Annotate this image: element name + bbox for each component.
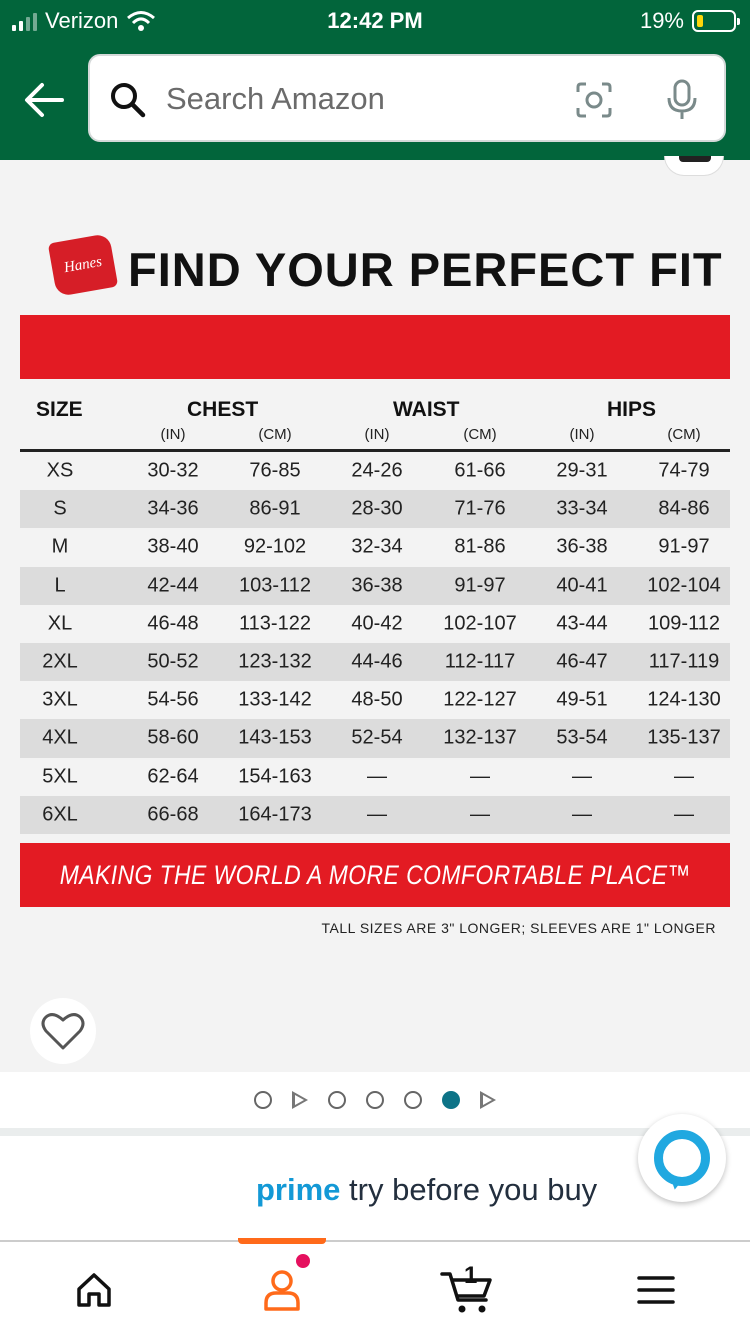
heart-icon xyxy=(41,1011,85,1051)
carousel-dot-active[interactable] xyxy=(442,1091,460,1109)
table-row: 4XL 58-60 143-153 52-54 132-137 53-54 135-137 xyxy=(20,719,730,757)
prime-banner-text xyxy=(256,1172,597,1208)
prime-logo-text: prime xyxy=(256,1172,341,1207)
unit-label: (IN) xyxy=(160,426,186,443)
alexa-icon xyxy=(654,1130,710,1186)
carousel-dot[interactable] xyxy=(328,1091,346,1109)
bottom-navigation xyxy=(0,1240,750,1334)
brand-logo xyxy=(52,238,114,292)
tall-sizes-note: TALL SIZES ARE 3" LONGER; SLEEVES ARE 1" LONGER xyxy=(321,920,716,936)
carousel-dot[interactable] xyxy=(254,1091,272,1109)
alexa-button[interactable] xyxy=(638,1114,726,1202)
battery-icon xyxy=(692,10,736,32)
table-row: 5XL 62-64 154-163 — — — — xyxy=(42,765,694,788)
table-row: XS 30-32 76-85 24-26 61-66 29-31 74-79 xyxy=(46,459,710,482)
status-time: 12:42 PM xyxy=(327,8,423,33)
unit-label: (CM) xyxy=(667,426,701,443)
slogan-text: MAKING THE WORLD A MORE COMFORTABLE PLACE™ xyxy=(59,859,691,890)
unit-label: (IN) xyxy=(364,426,390,443)
back-arrow-icon[interactable] xyxy=(22,80,66,120)
table-row: 2XL 50-52 123-132 44-46 112-117 46-47 117-119 xyxy=(20,643,730,681)
unit-label: (CM) xyxy=(463,426,497,443)
header-chest: CHEST xyxy=(187,398,259,421)
search-bar[interactable] xyxy=(88,54,726,142)
video-play-icon[interactable] xyxy=(292,1091,308,1109)
status-bar xyxy=(0,0,750,44)
nav-menu[interactable] xyxy=(626,1262,686,1318)
cart-count: 1 xyxy=(464,1262,478,1289)
image-top-handle xyxy=(664,156,724,176)
table-row: S 34-36 86-91 28-30 71-76 33-34 84-86 xyxy=(20,490,730,528)
home-icon xyxy=(74,1270,114,1310)
table-row: M 38-40 92-102 32-34 81-86 36-38 91-97 xyxy=(51,535,710,558)
slogan-banner xyxy=(20,843,730,907)
carousel-indicators xyxy=(0,1072,750,1128)
table-row: 3XL 54-56 133-142 48-50 122-127 49-51 124-130 xyxy=(42,688,721,711)
notification-badge xyxy=(296,1254,310,1268)
table-header xyxy=(20,388,730,452)
app-header xyxy=(0,0,750,160)
product-image[interactable] xyxy=(0,160,750,1072)
video-play-icon[interactable] xyxy=(480,1091,496,1109)
camera-scan-icon[interactable] xyxy=(574,80,614,120)
wishlist-button[interactable] xyxy=(30,998,96,1064)
header-size: SIZE xyxy=(36,398,83,421)
table-body xyxy=(20,452,730,834)
hanes-logo: Hanes xyxy=(48,233,118,297)
carousel-dot[interactable] xyxy=(404,1091,422,1109)
header-waist: WAIST xyxy=(393,398,460,421)
unit-label: (CM) xyxy=(258,426,292,443)
table-row: XL 46-48 113-122 40-42 102-107 43-44 109-112 xyxy=(47,612,720,635)
header-hips: HIPS xyxy=(607,398,657,421)
red-banner xyxy=(20,315,730,379)
section-divider xyxy=(0,1128,750,1136)
unit-label: (IN) xyxy=(569,426,595,443)
status-right xyxy=(640,8,736,34)
account-icon xyxy=(262,1268,302,1312)
nav-home[interactable] xyxy=(64,1262,124,1318)
prime-tagline: try before you buy xyxy=(349,1172,598,1207)
nav-account[interactable] xyxy=(252,1262,312,1318)
carrier-label: Verizon xyxy=(45,8,119,33)
table-row: 6XL 66-68 164-173 — — — — xyxy=(20,796,730,834)
menu-icon xyxy=(636,1274,676,1306)
table-row: L 42-44 103-112 36-38 91-97 40-41 102-104 xyxy=(20,567,730,605)
microphone-icon[interactable] xyxy=(664,78,700,122)
active-tab-indicator xyxy=(238,1238,326,1244)
search-input[interactable] xyxy=(166,74,586,124)
size-table xyxy=(20,388,730,834)
search-icon xyxy=(108,80,148,120)
chart-title: FIND YOUR PERFECT FIT xyxy=(128,243,723,296)
battery-percent: 19% xyxy=(639,8,684,33)
carousel-dot[interactable] xyxy=(366,1091,384,1109)
